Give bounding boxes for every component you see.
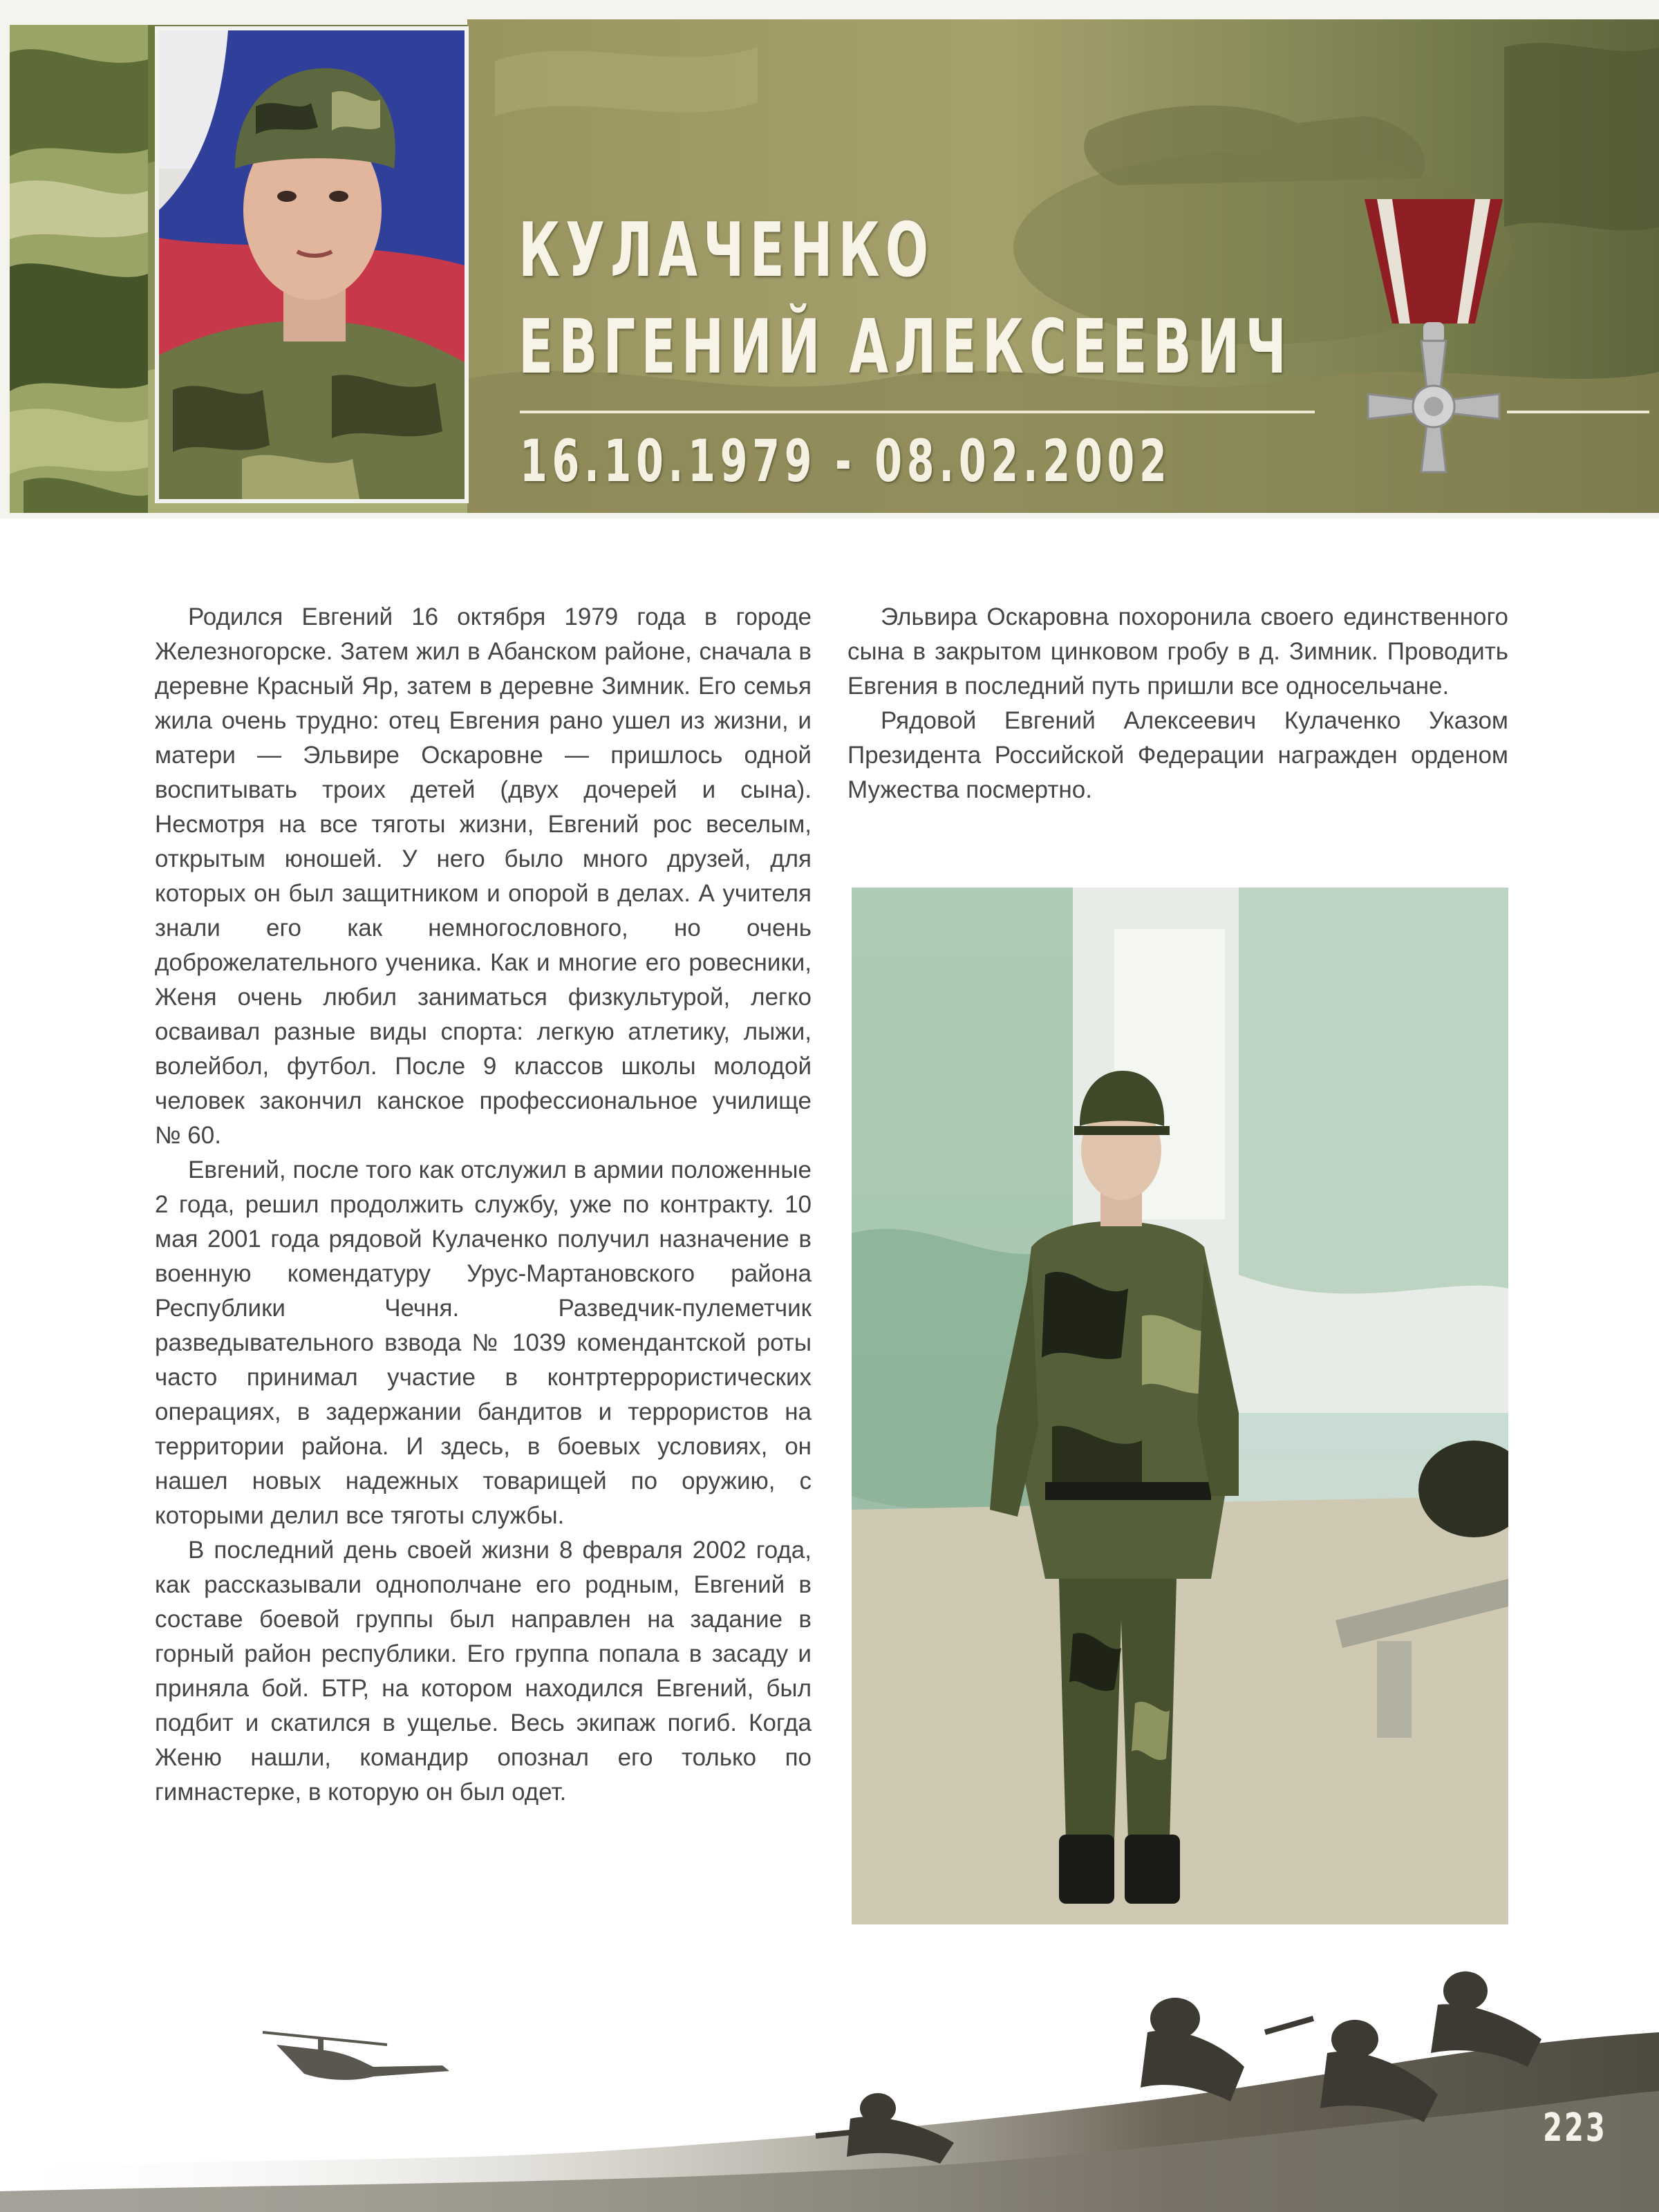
paragraph-award: Рядовой Евгений Алексеевич Кулаченко Указом Президента Российской Федерации награжден орденом Мужества посмертно. bbox=[847, 707, 1508, 803]
heading-divider bbox=[520, 411, 1315, 413]
portrait-photo bbox=[155, 26, 469, 503]
portrait-image bbox=[159, 30, 465, 499]
header-banner bbox=[0, 0, 1659, 518]
given-names-heading: ЕВГЕНИЙ АЛЕКСЕЕВИЧ bbox=[518, 304, 1292, 391]
life-dates: 16.10.1979 - 08.02.2002 bbox=[520, 427, 1172, 495]
medal-icon bbox=[1330, 192, 1537, 482]
footer-scene bbox=[0, 1963, 1659, 2212]
order-of-courage-medal-icon bbox=[1330, 192, 1537, 482]
paragraph-service: Евгений, после того как отслужил в армии положенные 2 года, решил продолжить службу, уже по контракту. 10 мая 2001 года рядовой Кулаченко получил назначение в военную комендатуру Урус-Мартановского района Республики Чечня. Разведчик-пулеметчик разведывательного взвода № 1039 комендантской роты часто принимал участие в контртеррористических операциях, в задержании бандитов и террористов на территории района. И здесь, в боевых условиях, он нашел новых надежных товарищей по оружию, с которыми делил все тяготы службы. bbox=[155, 1156, 812, 1529]
left-text-column bbox=[155, 600, 812, 1810]
soldier-photo bbox=[852, 888, 1508, 1924]
right-text-column bbox=[847, 600, 1508, 807]
page-number: 223 bbox=[1543, 2106, 1607, 2150]
paragraph-funeral: Эльвира Оскаровна похоронила своего единственного сына в закрытом цинковом гробу в д. Зимник. Проводить Евгения в последний путь пришли все односельчане. bbox=[847, 603, 1508, 700]
footer-battle-silhouette bbox=[0, 1963, 1659, 2212]
camouflage-strip bbox=[10, 25, 148, 513]
camouflage-pattern bbox=[10, 25, 148, 513]
surname-heading: КУЛАЧЕНКО bbox=[518, 207, 935, 294]
helicopter-icon bbox=[263, 2032, 449, 2080]
paragraph-biography: Родился Евгений 16 октября 1979 года в городе Железногорске. Затем жил в Абанском районе, сначала в деревне Красный Яр, затем в деревне Зимник. Его семья жила очень трудно: отец Евгения рано ушел из жизни, и матери — Эльвире Оскаровне — пришлось одной воспитывать троих детей (двух дочерей и сына). Несмотря на все тяготы жизни, Евгений рос веселым, открытым юношей. У него было много друзей, для которых он был защитником и опорой в делах. А учителя знали его как немногословного, но очень доброжелательного ученика. Как и многие его ровесники, Женя очень любил заниматься физкультурой, легко осваивал разные виды спорта: легкую атлетику, лыжи, волейбол, футбол. После 9 классов школы молодой человек закончил канское профессиональное училище № 60. bbox=[155, 603, 812, 1149]
paragraph-last-day: В последний день своей жизни 8 февраля 2002 года, как рассказывали однополчане его родным, Евгений в составе боевой группы был направлен на задание в горный район республики. Его группа попала в засаду и приняла бой. БТР, на котором находился Евгений, был подбит и скатился в ущелье. Весь экипаж погиб. Когда Женю нашли, командир опознал его только по гимнастерке, в которую он был одет. bbox=[155, 1537, 812, 1806]
soldier-standing-image bbox=[852, 888, 1508, 1924]
